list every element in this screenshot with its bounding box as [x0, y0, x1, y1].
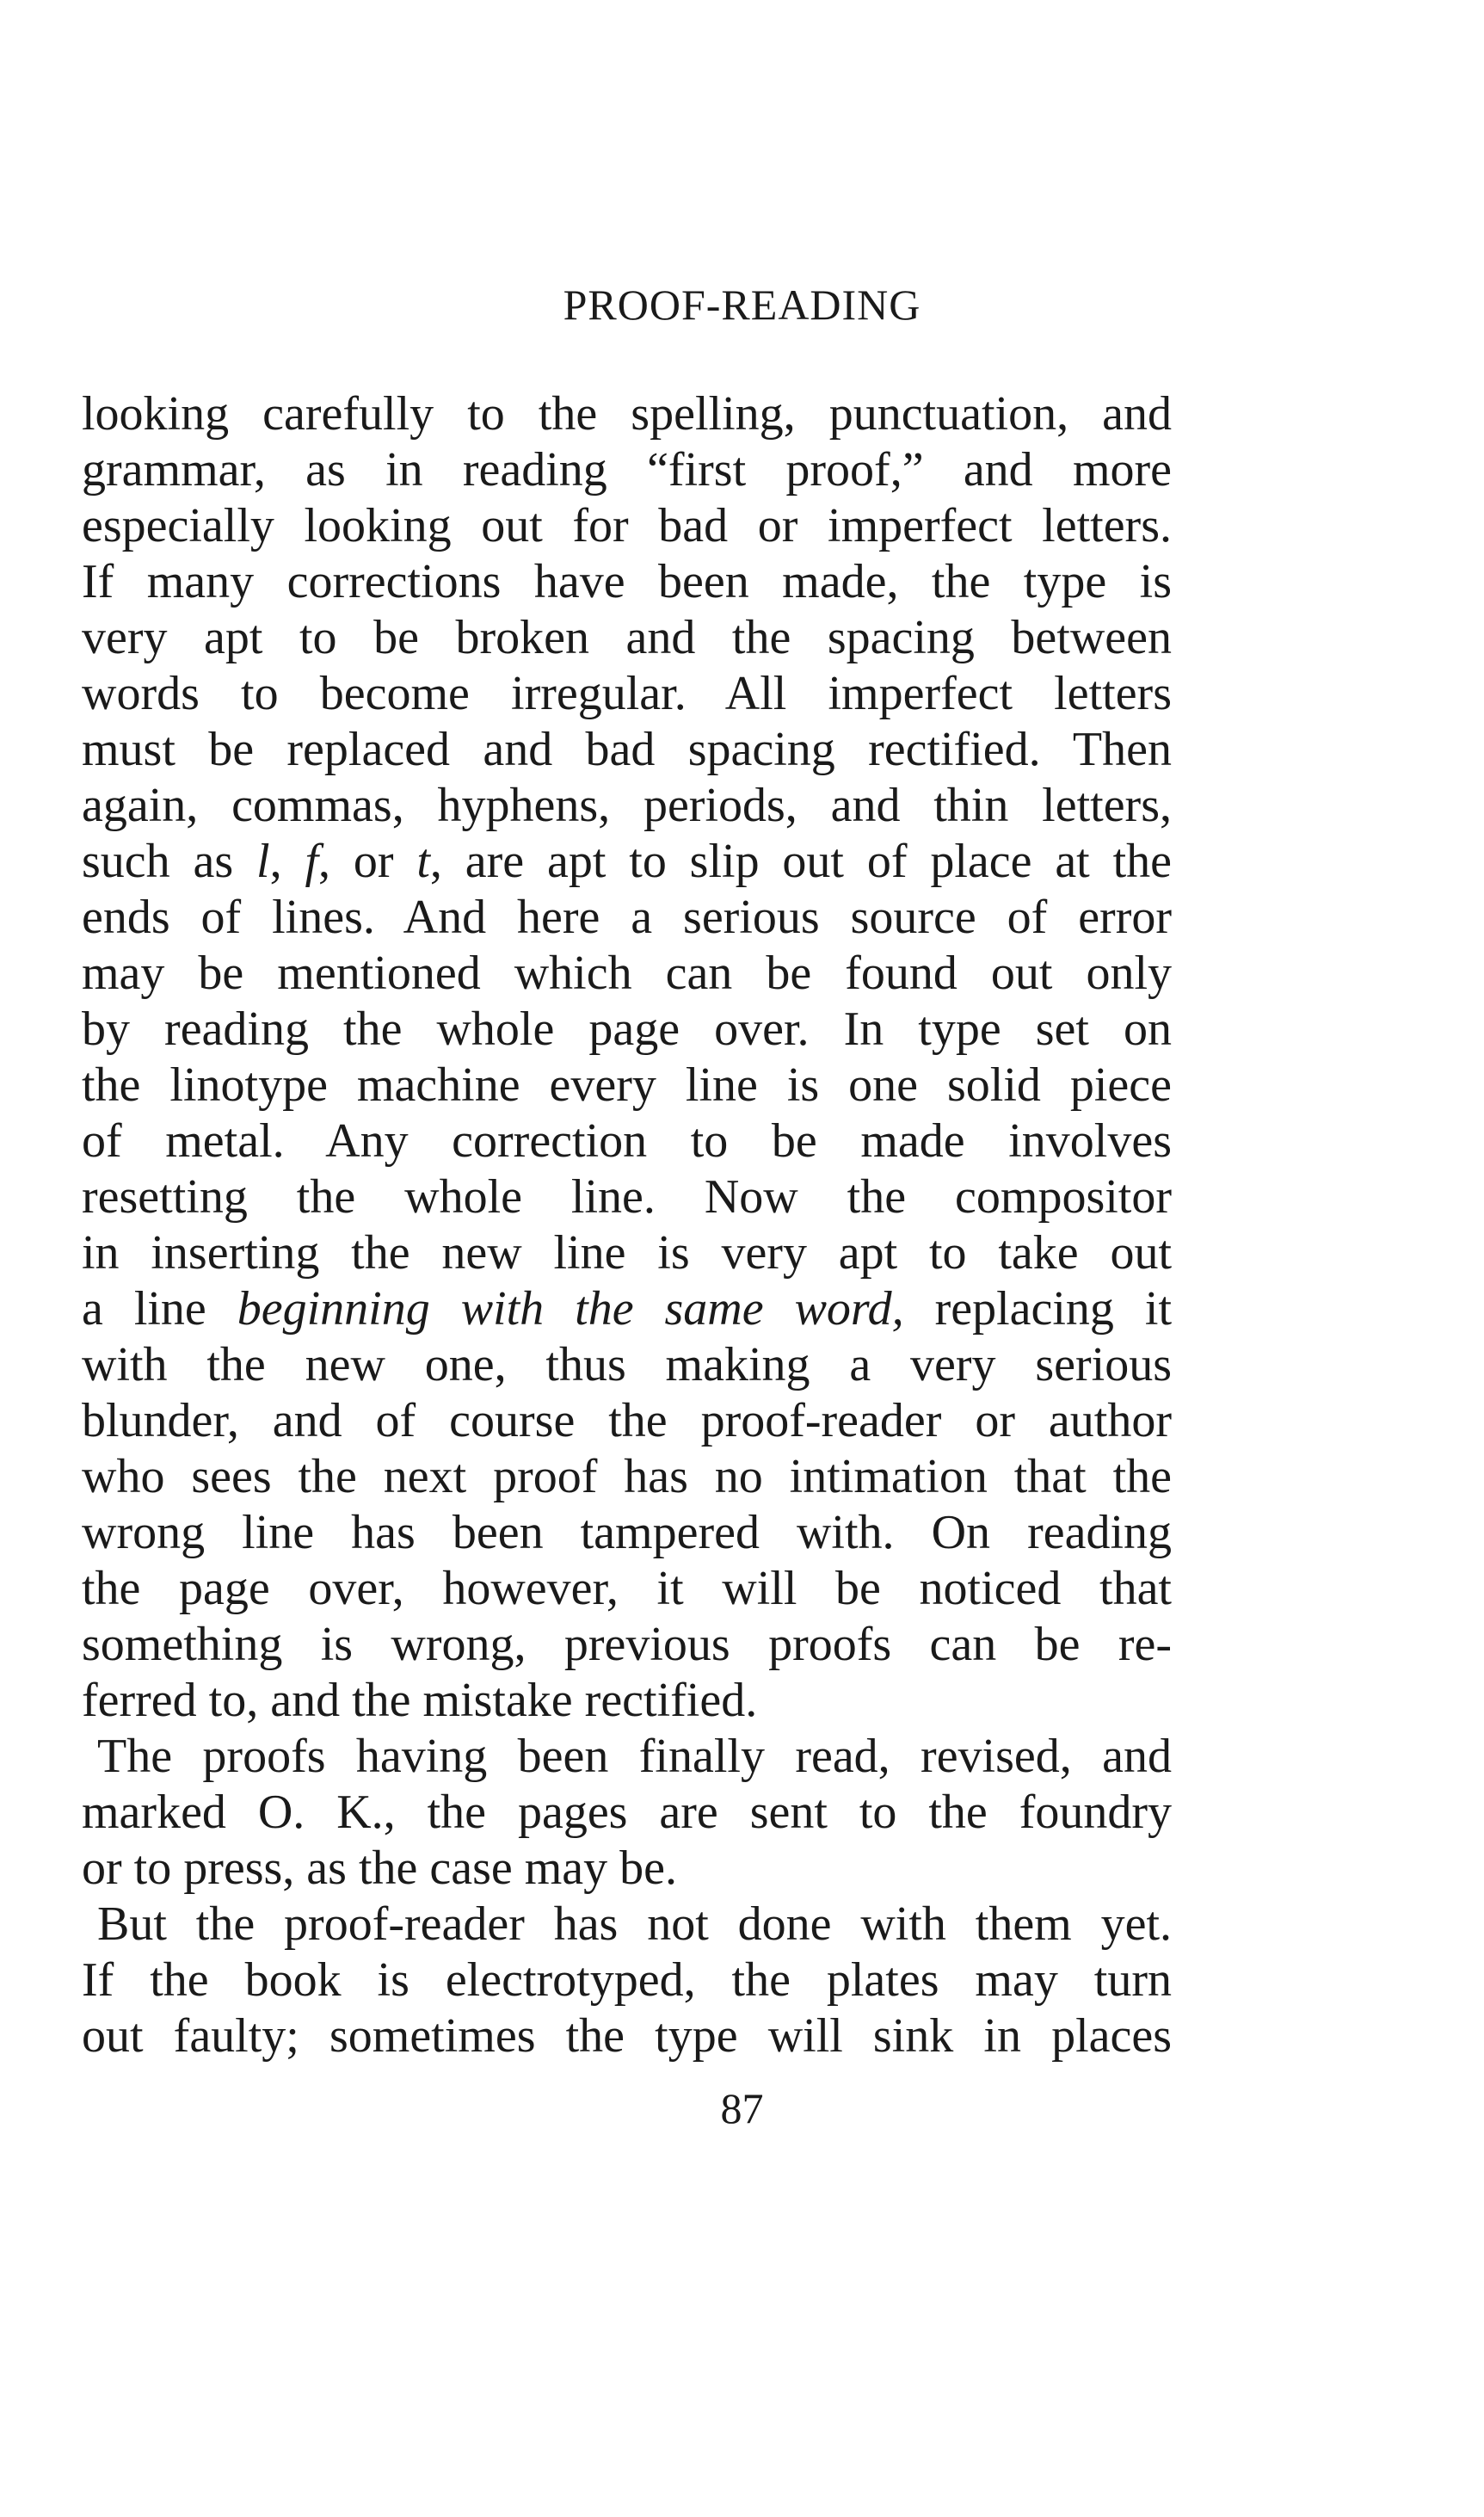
- text-segment: ferred to, and the mistake rectified.: [82, 1674, 758, 1727]
- text-segment: may be mentioned which can be found out only: [82, 947, 1172, 1000]
- text-line: [82, 1561, 1172, 1617]
- text-line: [82, 386, 1172, 442]
- italic-text: f: [305, 835, 318, 888]
- text-segment: , are apt to slip out of place at the: [429, 835, 1173, 888]
- text-segment: by reading the whole page over. In type set on: [82, 1002, 1172, 1056]
- text-line: [82, 1002, 1172, 1058]
- text-line: [82, 722, 1172, 778]
- text-line: [82, 1729, 1172, 1785]
- text-segment: again, commas, hyphens, periods, and thin letters,: [82, 779, 1172, 832]
- text-line: [82, 1337, 1172, 1393]
- text-line: [82, 1393, 1172, 1449]
- body-text: [82, 386, 1172, 2064]
- text-segment: resetting the whole line. Now the compositor: [82, 1170, 1172, 1224]
- text-segment: grammar, as in reading “first proof,” and more: [82, 443, 1172, 497]
- text-segment: such as: [82, 835, 257, 888]
- text-line: [82, 890, 1172, 946]
- text-segment: a line: [82, 1282, 237, 1336]
- text-segment: the linotype machine every line is one solid piece: [82, 1058, 1172, 1112]
- text-line: [82, 1785, 1172, 1841]
- text-line: [82, 1617, 1172, 1673]
- text-line: [82, 834, 1172, 890]
- text-segment: words to become irregular. All imperfect letters: [82, 667, 1172, 720]
- text-segment: out faulty; sometimes the type will sink in places: [82, 2009, 1172, 2063]
- text-segment: If the book is electrotyped, the plates may turn: [82, 1953, 1172, 2007]
- text-line: [82, 1673, 1172, 1729]
- text-line: [82, 1897, 1172, 1953]
- text-line: [82, 442, 1172, 498]
- text-line: [82, 610, 1172, 666]
- text-segment: of metal. Any correction to be made involves: [82, 1114, 1172, 1168]
- text-segment: wrong line has been tampered with. On reading: [82, 1506, 1172, 1559]
- text-line: [82, 1449, 1172, 1505]
- text-segment: marked O. K., the pages are sent to the foundry: [82, 1786, 1172, 1839]
- text-segment: especially looking out for bad or imperfect letters.: [82, 499, 1172, 552]
- text-segment: very apt to be broken and the spacing between: [82, 611, 1172, 664]
- text-segment: blunder, and of course the proof-reader or author: [82, 1394, 1172, 1447]
- text-segment: ends of lines. And here a serious source of error: [82, 891, 1172, 944]
- text-line: [82, 778, 1172, 834]
- text-line: [82, 554, 1172, 610]
- text-segment: ,: [269, 835, 305, 888]
- text-segment: something is wrong, previous proofs can be re-: [82, 1618, 1172, 1671]
- text-segment: replacing it: [903, 1282, 1173, 1336]
- text-segment: But the proof-reader has not done with them yet.: [97, 1897, 1172, 1951]
- italic-text: beginning with the same word,: [237, 1282, 904, 1336]
- text-segment: must be replaced and bad spacing rectified. Then: [82, 723, 1172, 776]
- text-line: [82, 1225, 1172, 1281]
- text-segment: If many corrections have been made, the type is: [82, 555, 1172, 608]
- text-line: [82, 498, 1172, 554]
- text-line: [82, 1953, 1172, 2008]
- text-line: [82, 1114, 1172, 1169]
- text-segment: or to press, as the case may be.: [82, 1841, 677, 1895]
- text-segment: with the new one, thus making a very serious: [82, 1338, 1172, 1391]
- text-line: [82, 1169, 1172, 1225]
- italic-text: t: [416, 835, 430, 888]
- text-line: [82, 1281, 1172, 1337]
- text-line: [82, 1058, 1172, 1114]
- text-line: [82, 946, 1172, 1002]
- italic-text: l: [256, 835, 270, 888]
- text-segment: in inserting the new line is very apt to take out: [82, 1226, 1172, 1280]
- text-line: [82, 666, 1172, 722]
- page-number: 87: [720, 2084, 764, 2132]
- text-segment: , or: [318, 835, 417, 888]
- text-line: [82, 1841, 1172, 1897]
- text-line: [82, 1505, 1172, 1561]
- text-segment: The proofs having been finally read, revised, and: [97, 1730, 1172, 1783]
- running-head: PROOF-READING: [563, 281, 921, 329]
- text-segment: who sees the next proof has no intimation that the: [82, 1450, 1172, 1503]
- text-segment: looking carefully to the spelling, punctuation, and: [82, 387, 1172, 441]
- text-segment: the page over, however, it will be noticed that: [82, 1562, 1172, 1615]
- text-line: [82, 2008, 1172, 2064]
